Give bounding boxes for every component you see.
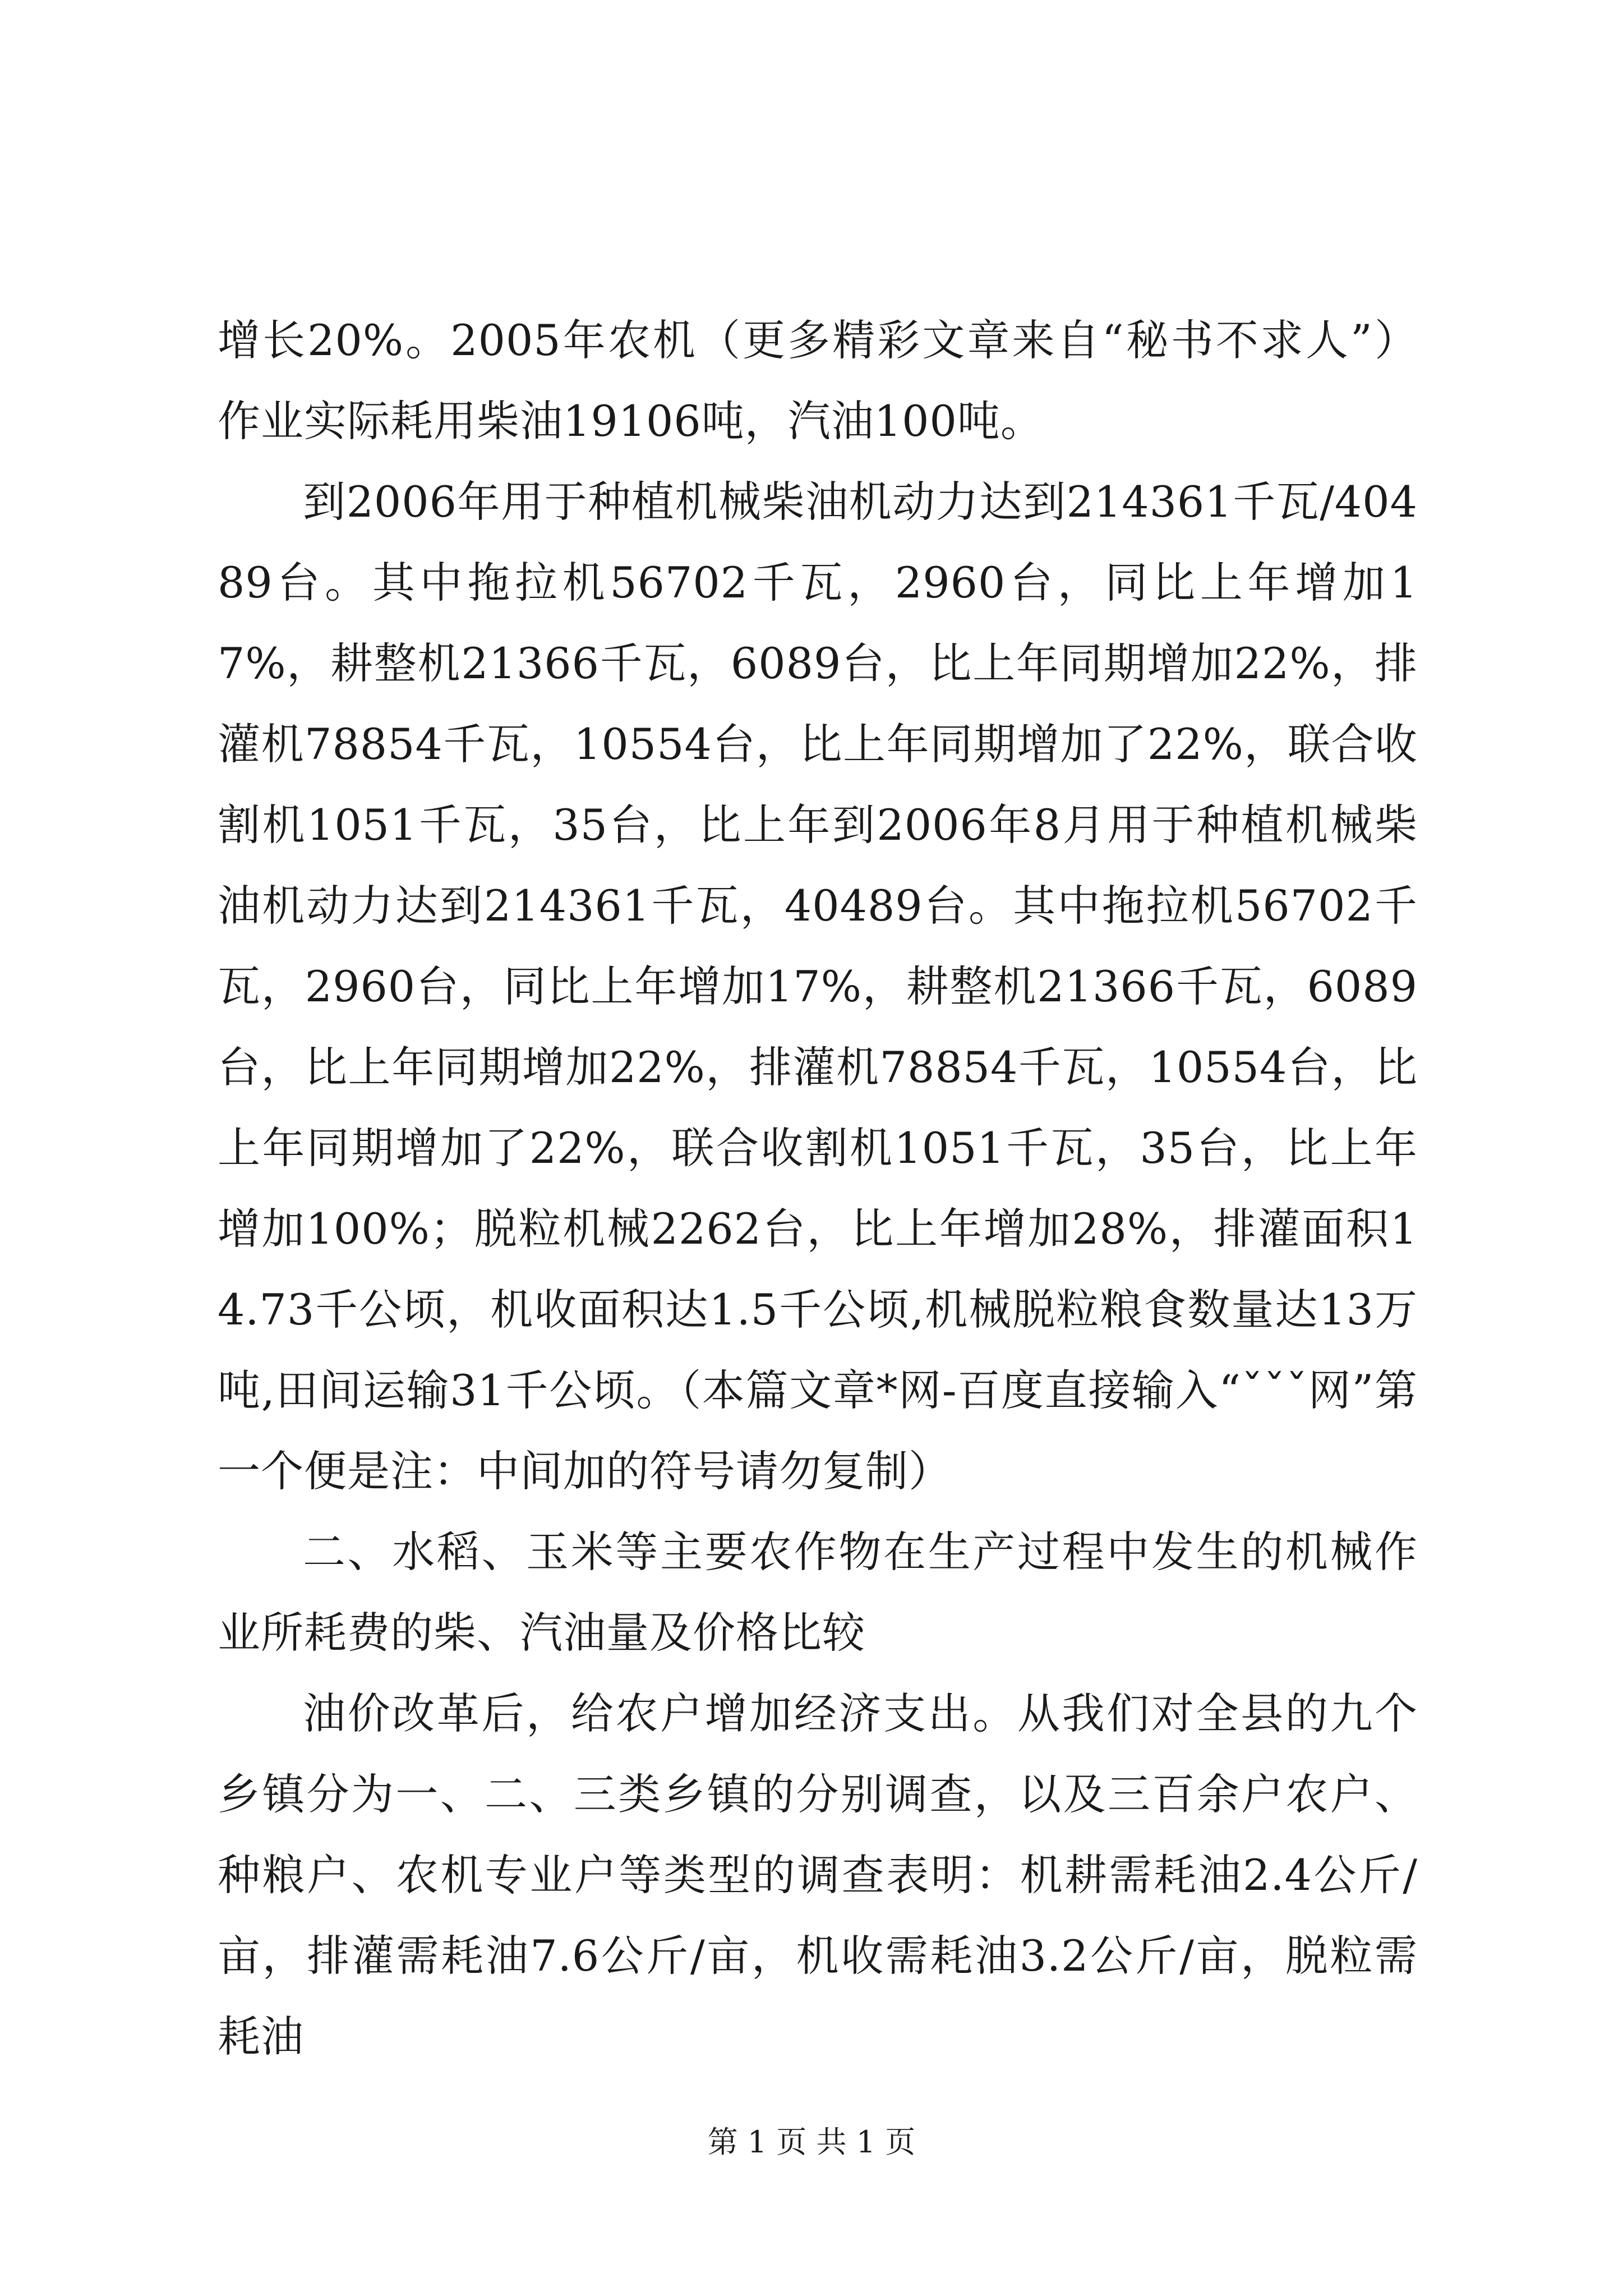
paragraph-1: 增长20%。2005年农机（更多精彩文章来自“秘书不求人”）作业实际耗用柴油19106吨，汽油100吨。 [218,315,1418,446]
paragraph-2: 到2006年用于种植机械柴油机动力达到214361千瓦/40489台。其中拖拉机56702千瓦，2960台，同比上年增加17%，耕整机21366千瓦，6089台，比上年同期增加22%，排灌机78854千瓦，10554台，比上年同期增加了22%，联合收割机1051千瓦，35台，比上年到2006年8月用于种植机械柴油机动力达到214361千瓦，40489台。其中拖拉机56702千瓦，2960台，同比上年增加17%，耕整机21366千瓦，6089台，比上年同期增加22%，排灌机78854千瓦，10554台，比上年同期增加了22%，联合收割机1051千瓦，35台，比上年增加100%；脱粒机械2262台，比上年增加28%，排灌面积14.73千公顷，机收面积达1.5千公顷,机械脱粒粮食数量达13万吨,田间运输31千公顷。（本篇文章*网-百度直接输入“ˇˇˇ网”第一个便是注：中间加的符号请勿复制） [218,477,1418,1496]
paragraph-4: 油价改革后，给农户增加经济支出。从我们对全县的九个乡镇分为一、二、三类乡镇的分别调查，以及三百余户农户、种粮户、农机专业户等类型的调查表明：机耕需耗油2.4公斤/亩，排灌需耗油7.6公斤/亩，机收需耗油3.2公斤/亩，脱粒需耗油 [218,1688,1418,2062]
section-heading-2: 二、水稻、玉米等主要农作物在生产过程中发生的机械作业所耗费的柴、汽油量及价格比较 [218,1527,1418,1658]
page-footer: 第 1 页 共 1 页 [707,2124,916,2160]
document-body [218,300,1418,2077]
